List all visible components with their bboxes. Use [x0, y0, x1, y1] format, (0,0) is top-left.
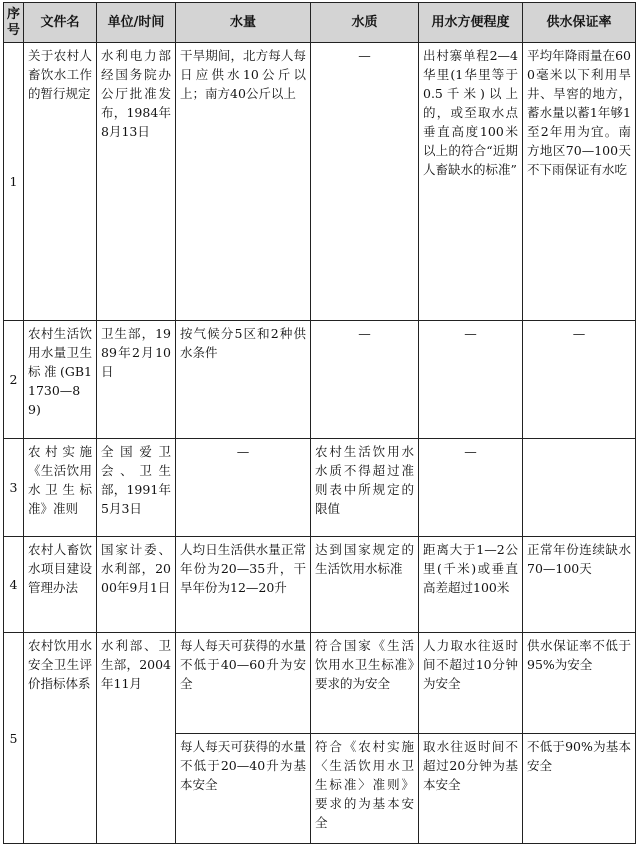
table-row [4, 439, 636, 537]
cell-quality: 农村生活饮用水水质不得超过准则表中所规定的限值 [311, 439, 419, 537]
cell-unit-time: 水利部、卫生部，2004年11月 [97, 633, 176, 844]
cell-quantity: 按气候分5区和2种供水条件 [176, 321, 311, 439]
cell-assurance: 供水保证率不低于95%为安全 [523, 633, 636, 734]
header-quantity: 水量 [176, 3, 311, 43]
cell-convenience: 取水往返时间不超过20分钟为基本安全 [419, 734, 523, 844]
cell-quantity: 人均日生活供水量正常年份为20—35升，干旱年份为12—20升 [176, 537, 311, 633]
cell-convenience: — [419, 321, 523, 439]
table-row [4, 537, 636, 633]
cell-unit-time: 卫生部，1989年2月10日 [97, 321, 176, 439]
row-index: 1 [4, 43, 24, 321]
cell-assurance: 不低于90%为基本安全 [523, 734, 636, 844]
cell-quality: — [311, 321, 419, 439]
cell-convenience: — [419, 439, 523, 537]
table-row [4, 321, 636, 439]
header-convenience: 用水方便程度 [419, 3, 523, 43]
row-index: 3 [4, 439, 24, 537]
cell-convenience: 距离大于1—2公里(千米)或垂直高差超过100米 [419, 537, 523, 633]
cell-assurance [523, 439, 636, 537]
cell-quantity: 每人每天可获得的水量不低于20—40升为基本安全 [176, 734, 311, 844]
header-assurance: 供水保证率 [523, 3, 636, 43]
cell-name: 农村饮用水安全卫生评价指标体系 [24, 633, 97, 844]
header-unit-time: 单位/时间 [97, 3, 176, 43]
cell-quantity: 干旱期间，北方每人每日应供水10公斤以上；南方40公斤以上 [176, 43, 311, 321]
cell-name: 农村实施《生活饮用水卫生标准》准则 [24, 439, 97, 537]
cell-quality: 符合《农村实施〈生活饮用水卫生标准〉准则》要求的为基本安全 [311, 734, 419, 844]
cell-name: 农村生活饮用水量卫生标准(GB11730—89) [24, 321, 97, 439]
header-row [4, 3, 636, 43]
cell-assurance: 平均年降雨量在600毫米以下利用旱井、旱窖的地方，蓄水量以蓄1年够1至2年用为宜。南方地区70—100天不下雨保证有水吃 [523, 43, 636, 321]
cell-convenience: 人力取水往返时间不超过10分钟为安全 [419, 633, 523, 734]
cell-assurance: 正常年份连续缺水70—100天 [523, 537, 636, 633]
header-quality: 水质 [311, 3, 419, 43]
row-index: 2 [4, 321, 24, 439]
cell-quantity: — [176, 439, 311, 537]
cell-name: 关于农村人畜饮水工作的暂行规定 [24, 43, 97, 321]
cell-name: 农村人畜饮水项目建设管理办法 [24, 537, 97, 633]
standards-table [3, 2, 636, 844]
cell-quality: 达到国家规定的生活饮用水标准 [311, 537, 419, 633]
header-name: 文件名 [24, 3, 97, 43]
table-row [4, 633, 636, 734]
cell-unit-time: 水利电力部经国务院办公厅批准发布，1984年8月13日 [97, 43, 176, 321]
row-index: 4 [4, 537, 24, 633]
table-row [4, 43, 636, 321]
cell-quantity: 每人每天可获得的水量不低于40—60升为安全 [176, 633, 311, 734]
cell-unit-time: 全国爱卫会、卫生部，1991年5月3日 [97, 439, 176, 537]
cell-quality: — [311, 43, 419, 321]
cell-assurance: — [523, 321, 636, 439]
cell-quality: 符合国家《生活饮用水卫生标准》要求的为安全 [311, 633, 419, 734]
cell-convenience: 出村寨单程2—4华里(1华里等于0.5千米)以上的，或至取水点垂直高度100米以上的符合“近期人畜缺水的标准” [419, 43, 523, 321]
cell-unit-time: 国家计委、水利部，2000年9月1日 [97, 537, 176, 633]
row-index: 5 [4, 633, 24, 844]
header-index: 序号 [4, 3, 24, 43]
